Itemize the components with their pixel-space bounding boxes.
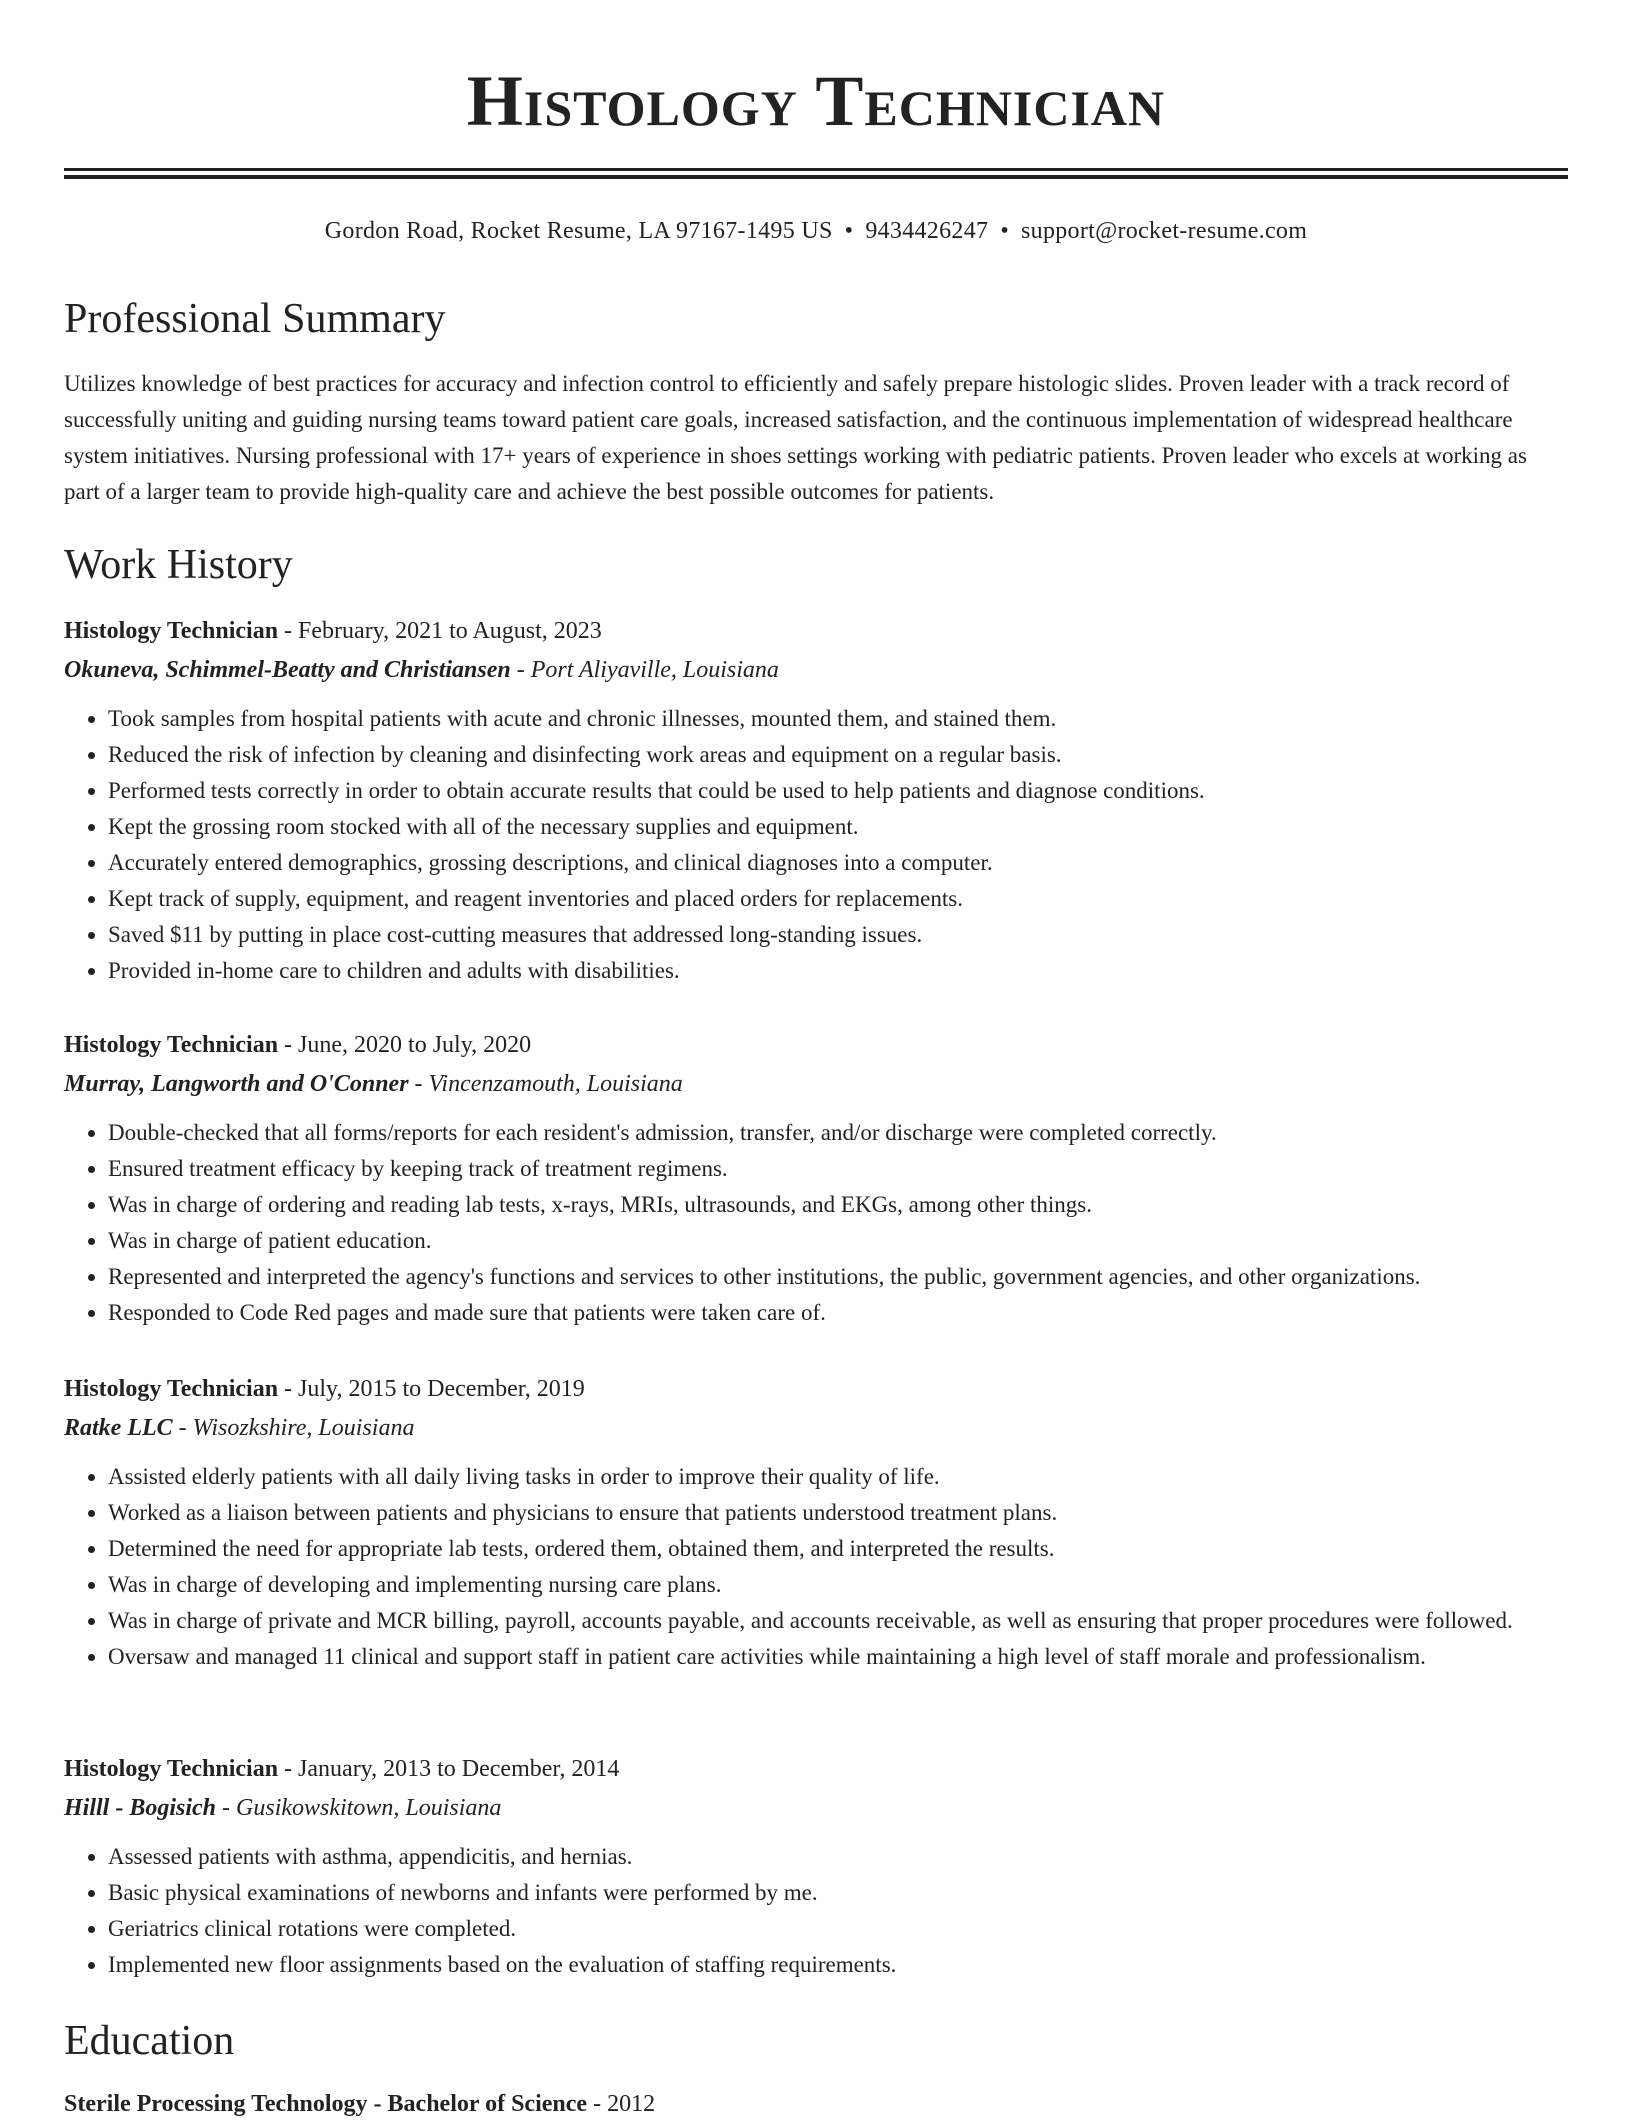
education-entry (64, 2084, 1568, 2124)
job-duty: • Determined the need for appropriate lab tests, ordered them, obtained them, and interpreted the results. (108, 1531, 1568, 1567)
job-company: Ratke LLC (64, 1415, 173, 1441)
job-duty: • Responded to Code Red pages and made sure that patients were taken care of. (108, 1295, 1568, 1331)
job-duty: • Represented and interpreted the agency's functions and services to other institutions, the public, government agencies, and other organizations. (108, 1259, 1568, 1295)
resume-title: Histology Technician (466, 61, 1166, 141)
job-title: Histology Technician (64, 1376, 279, 1402)
contact-line (64, 214, 1568, 248)
education-dash: - (587, 2091, 608, 2117)
job-duties-list (64, 1115, 1568, 1331)
title-rule-bottom (64, 175, 1568, 179)
job-duty: • Worked as a liaison between patients and physicians to ensure that patients understood treatment plans. (108, 1495, 1568, 1531)
job-duty: • Accurately entered demographics, grossing descriptions, and clinical diagnoses into a computer. (108, 845, 1568, 881)
job-company: Okuneva, Schimmel-Beatty and Christiansen (64, 657, 511, 683)
job-title: Histology Technician (64, 1756, 279, 1782)
summary-text: Utilizes knowledge of best practices for accuracy and infection control to efficiently and safely prepare histologic slides. Proven leader with a track record of successfully uniting and guiding nursing teams toward patient care goals, increased satisfaction, and the continuous implementation of widespread healthcare system initiatives. Nursing professional with 17+ years of experience in shoes settings working with pediatric patients. Proven leader who excels at working as part of a larger team to provide high-quality care and achieve the best possible outcomes for patients. (64, 371, 1527, 504)
education-year: 2012 (607, 2091, 656, 2117)
job-duty: • Provided in-home care to children and adults with disabilities. (108, 953, 1568, 989)
job-location: Gusikowskitown, Louisiana (236, 1795, 502, 1821)
job-duty: • Performed tests correctly in order to obtain accurate results that could be used to help patients and diagnose conditions. (108, 773, 1568, 809)
contact-email: support@rocket-resume.com (1021, 218, 1308, 244)
job-location: Vincenzamouth, Louisiana (428, 1071, 683, 1097)
job-dates: June, 2020 to July, 2020 (298, 1032, 532, 1058)
contact-separator: • (1000, 218, 1010, 244)
job-dash: - (278, 1756, 299, 1782)
job-duty: • Reduced the risk of infection by cleaning and disinfecting work areas and equipment on a regular basis. (108, 737, 1568, 773)
job-title-line (64, 611, 1568, 651)
job-duty: • Kept track of supply, equipment, and reagent inventories and placed orders for replacements. (108, 881, 1568, 917)
job-dash: - (278, 1376, 299, 1402)
job-company-line (64, 1409, 1568, 1447)
job-title-line (64, 1749, 1568, 1789)
job-dash: - (278, 1032, 299, 1058)
job-duty: • Assessed patients with asthma, appendicitis, and hernias. (108, 1839, 1568, 1875)
job-duty: • Saved $11 by putting in place cost-cutting measures that addressed long-standing issues. (108, 917, 1568, 953)
job-title: Histology Technician (64, 1032, 279, 1058)
job-title-line (64, 1025, 1568, 1065)
title-rule-top (64, 168, 1568, 171)
job-dash: - (408, 1071, 429, 1097)
job-dash: - (510, 657, 531, 683)
job-duty: • Kept the grossing room stocked with all of the necessary supplies and equipment. (108, 809, 1568, 845)
job-entry (64, 611, 1568, 989)
job-dates: January, 2013 to December, 2014 (298, 1756, 620, 1782)
job-company-line (64, 1065, 1568, 1103)
job-company-line (64, 651, 1568, 689)
job-duty: • Was in charge of private and MCR billing, payroll, accounts payable, and accounts receivable, as well as ensuring that proper procedures were followed. (108, 1603, 1568, 1639)
job-duty: • Oversaw and managed 11 clinical and support staff in patient care activities while maintaining a high level of staff morale and professionalism. (108, 1639, 1568, 1675)
contact-separator: • (844, 218, 854, 244)
job-duty: • Was in charge of ordering and reading lab tests, x-rays, MRIs, ultrasounds, and EKGs, among other things. (108, 1187, 1568, 1223)
job-duty: • Ensured treatment efficacy by keeping track of treatment regimens. (108, 1151, 1568, 1187)
job-entry (64, 1749, 1568, 1983)
job-duty: • Was in charge of patient education. (108, 1223, 1568, 1259)
work-history-heading: Work History (64, 542, 293, 588)
job-company-line (64, 1789, 1568, 1827)
job-location: Wisozkshire, Louisiana (192, 1415, 415, 1441)
job-duty: • Geriatrics clinical rotations were completed. (108, 1911, 1568, 1947)
job-duties-list (64, 1839, 1568, 1983)
job-dash: - (172, 1415, 193, 1441)
job-duty: • Assisted elderly patients with all daily living tasks in order to improve their quality of life. (108, 1459, 1568, 1495)
job-duties-list (64, 1459, 1568, 1675)
summary-heading: Professional Summary (64, 296, 446, 342)
job-duty: • Implemented new floor assignments based on the evaluation of staffing requirements. (108, 1947, 1568, 1983)
job-title-line (64, 1369, 1568, 1409)
job-location: Port Aliyaville, Louisiana (530, 657, 779, 683)
education-heading: Education (64, 2018, 235, 2064)
job-company: Hilll - Bogisich (64, 1795, 217, 1821)
job-duty: • Basic physical examinations of newborns and infants were performed by me. (108, 1875, 1568, 1911)
contact-address: Gordon Road, Rocket Resume, LA 97167-1495 US (324, 218, 833, 244)
job-entry (64, 1025, 1568, 1331)
job-dates: February, 2021 to August, 2023 (298, 618, 602, 644)
job-duty: • Double-checked that all forms/reports for each resident's admission, transfer, and/or discharge were completed correctly. (108, 1115, 1568, 1151)
job-duties-list (64, 701, 1568, 989)
job-dates: July, 2015 to December, 2019 (298, 1376, 585, 1402)
job-dash: - (278, 618, 299, 644)
education-degree: Sterile Processing Technology - Bachelor of Science (64, 2091, 588, 2117)
job-title: Histology Technician (64, 618, 279, 644)
job-company: Murray, Langworth and O'Conner (64, 1071, 409, 1097)
contact-phone: 9434426247 (865, 218, 989, 244)
job-duty: • Was in charge of developing and implementing nursing care plans. (108, 1567, 1568, 1603)
job-entry (64, 1369, 1568, 1675)
job-duty: • Took samples from hospital patients with acute and chronic illnesses, mounted them, and stained them. (108, 701, 1568, 737)
job-dash: - (216, 1795, 237, 1821)
